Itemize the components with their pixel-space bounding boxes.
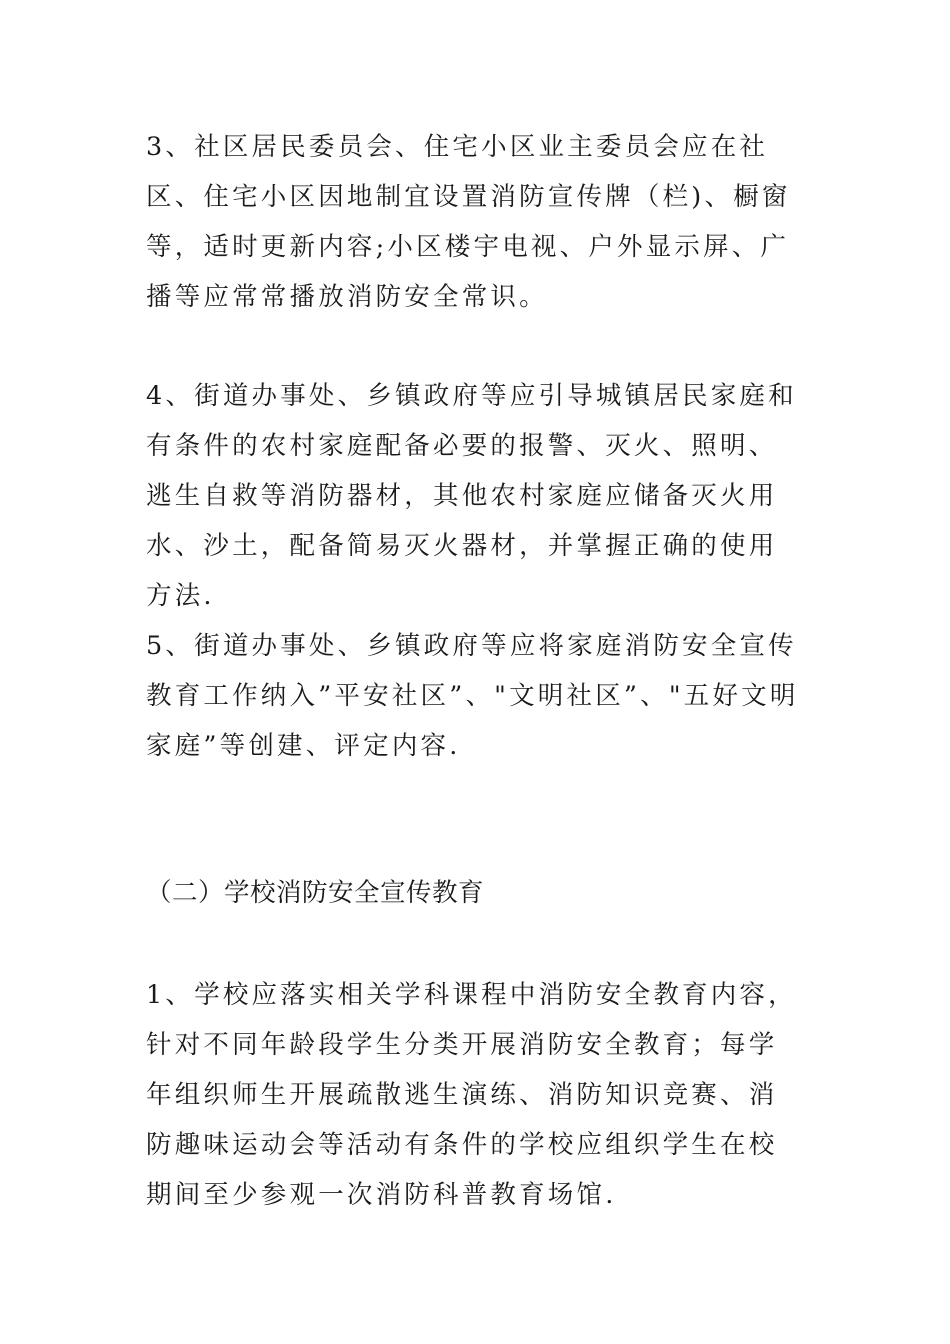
paragraph-household-equipment: 4、街道办事处、乡镇政府等应引导城镇居民家庭和有条件的农村家庭配备必要的报警、灭火、照明、逃生自救等消防器材，其他农村家庭应储备灭火用水、沙土，配备简易灭火器材，并掌握正确的使用方法. (146, 381, 797, 611)
paragraph-school-education: 1、学校应落实相关学科课程中消防安全教育内容，针对不同年龄段学生分类开展消防安全教育；每学年组织师生开展疏散逃生演练、消防知识竞赛、消防趣味运动会等活动有条件的学校应组织学生在校期间至少参观一次消防科普教育场馆. (146, 980, 797, 1210)
paragraph-community-publicity: 3、社区居民委员会、住宅小区业主委员会应在社区、住宅小区因地制宜设置消防宣传牌（栏)、橱窗等，适时更新内容;小区楼宇电视、户外显示屏、广播等应常常播放消防安全常识。 (146, 132, 791, 312)
paragraph-community-evaluation: 5、街道办事处、乡镇政府等应将家庭消防安全宣传教育工作纳入”平安社区”、"文明社区”、"五好文明家庭”等创建、评定内容. (146, 631, 799, 761)
section-heading-school: （二）学校消防安全宣传教育 (146, 878, 485, 908)
